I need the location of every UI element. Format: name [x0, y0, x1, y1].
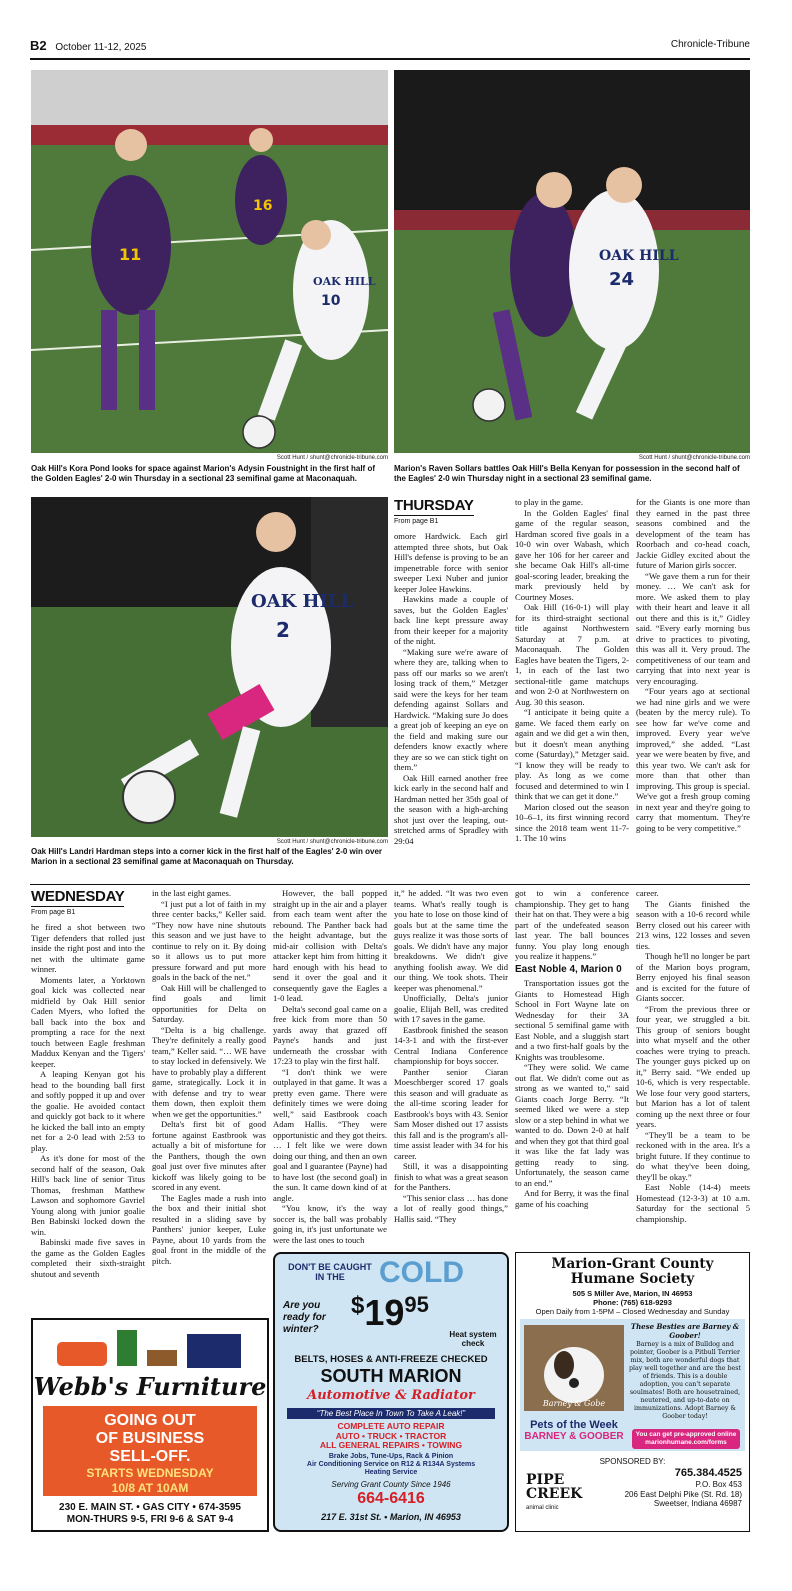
page-header: [30, 38, 750, 54]
south-marion-phone[interactable]: 664-6416: [357, 1490, 425, 1507]
paragraph: “Delta is a big challenge. They're definitely a really good team,” Keller said. “… WE have to stay locked in defensively. We have to probably play a different game, strategically. Lock it in with defense and try to wear them down, then exploit them when we get the opportunities.”: [152, 1024, 266, 1119]
services-detail: [275, 1453, 507, 1477]
pet-description: Barney is a mix of Bulldog and pointer, Goober is a Pitbull Terrier mix, both are wonderful dogs that play well together and are the best of friends. This is a double adoption, you can't separate soulmates! Both are housetrained, neutered, and up-to-date on immunizations. Adopt Barney & Goober today!: [628, 1341, 742, 1420]
jersey-team-a: OAK HILL: [313, 275, 376, 288]
paragraph: “From the previous three or four year, we struggled a bit. This group of seniors bought into what myself and the other coaches were trying to preach. The younger guys picked up on it,” Berry said. “We ended up 10-6, which is very respectable. We lose four very good starters, but Marion has a lot of talent coming up the next three or four years.: [636, 1003, 750, 1129]
paragraph: “We gave them a run for their money. … We can't ask for more. We asked them to play with their heart and leave it all out there and this is it,” Gidley said. “Every early morning bus drive to practices to pivoting, this was all it. Very proud. The competitiveness of our team and carrying that into next year is very encouraging.: [636, 570, 750, 686]
photo-landri-hardman: [31, 497, 388, 837]
thursday-jump-line: From page B1: [394, 518, 439, 525]
price-dollar: $: [351, 1292, 365, 1319]
humane-title: [516, 1257, 749, 1287]
clinic-phone[interactable]: 765.384.4525: [674, 1467, 742, 1479]
paragraph: Delta's second goal came on a free kick from more than 50 yards away that grazed off Payne's hands and just underneath the crossbar with 17:23 to play win the first half.: [273, 1003, 387, 1066]
price-cents: 95: [404, 1292, 429, 1317]
south-marion-subtitle: Automotive & Radiator: [307, 1388, 475, 1403]
thursday-col-2: [515, 497, 629, 881]
pipe-creek-word-3: animal clinic: [526, 1505, 559, 1511]
paragraph: “I don't think we were outplayed in that game. It was a pretty even game. There were definitely times we were doing well,” said Eastbrook coach Adam Hallis. “They were opportunistic and they got theirs. … I felt like we were down doing our thing, and then an own goal and I guarantee (Payne) had to have lost (the second goal) in the sun. It came down kind of at angle.: [273, 1066, 387, 1203]
paragraph: Babinski made five saves in the game as the Golden Eagles completed their sixth-straight shutout and seventh: [31, 1237, 145, 1279]
cta-url[interactable]: marionhumane.com/forms: [645, 1439, 727, 1446]
jersey-number-a: 11: [119, 245, 142, 264]
photo-caption-1: Oak Hill's Kora Pond looks for space against Marion's Adysin Foustnight in the first half of the Golden Eagles' 2-0 win Thursday in a sectional 23 semifinal game at Maconaquah.: [31, 464, 375, 483]
paragraph: in the last eight games.: [152, 888, 231, 898]
wednesday-col-2: [152, 888, 266, 1314]
south-marion-address: 217 E. 31st St. • Marion, IN 46953: [321, 1512, 461, 1522]
paragraph: Still, it was a disappointing finish to what was a great season for the Panthers.: [394, 1161, 508, 1192]
paragraph: A leaping Kenyan got his head to the bounding ball first and softly popped it up and over the goalie. He avoided contact and quickly got back to it where he kicked the ball into an empty net for a 2-0 lead with 2:53 to play.: [31, 1069, 145, 1153]
sale-line-3: SELL-OFF.: [109, 1448, 191, 1465]
humane-address: 505 S Miller Ave, Marion, IN 46953: [572, 1289, 693, 1298]
page-date: October 11-12, 2025: [55, 42, 147, 53]
paragraph: omore Hardwick. Each girl attempted three shots, but Oak Hill's defense is proving to be an impenetrable force with senior sweeper Lexi Nuber and junior keeper Jolee Hawkins.: [394, 531, 508, 594]
photo-signature: Barney & Gobe: [542, 1399, 606, 1408]
photo-raven-sollars-image: [394, 70, 750, 453]
sale-banner: [43, 1406, 257, 1496]
paragraph: Hawkins made a couple of saves, but the Golden Eagles' back line kept pressure away from their keeper for a majority of the night.: [394, 594, 508, 646]
clinic-contact: [600, 1467, 742, 1509]
jersey-number-b: 16: [253, 198, 273, 214]
wednesday-col-1: [31, 888, 145, 1314]
slogan-bar: “The Best Place In Town To Take A Leak!”: [287, 1408, 495, 1419]
south-marion-name: SOUTH MARION: [320, 1366, 462, 1386]
services-block: [275, 1422, 507, 1451]
wednesday-col-3: [273, 888, 387, 1248]
paragraph: The Eagles made a rush into the box and their initial shot resulted in a sliding save by Panthers' junior keeper, Luke Payne, about 10 yards from the goal front in the middle of the pitch.: [152, 1192, 266, 1266]
photo-kora-pond: [31, 70, 388, 453]
paragraph: “Making sure we're aware of where they are, talking when to pass off our marks so we aren't losing track of them,” Metzger said were the keys for her team defending against Sollars and Hardwick. “Making sure Jo does a great job of keeping an eye on the field and making sure our defenders know exactly where they are so we can stick tight on them.”: [394, 646, 508, 772]
thursday-col-3: [636, 497, 750, 881]
webbs-furniture-ad[interactable]: [31, 1318, 269, 1532]
sale-line-5: 10/8 AT 10AM: [111, 1481, 189, 1495]
jersey-number-c: 10: [321, 293, 341, 309]
paragraph: And for Berry, it was the final game of his coaching: [515, 1188, 629, 1209]
webbs-address: 230 E. MAIN ST. • GAS CITY • 674-3595: [59, 1502, 241, 1513]
paragraph: However, the ball popped straight up in the air and a player from each team went after the rebound. The Panther back had the height advantage, but the mid-air collision with Delta's attacker kept him from hitting it hard enough with his head to send it over the goal and it consequently gave the Eagles a 1-0 lead.: [273, 888, 387, 1003]
pipe-creek-logo: [526, 1473, 600, 1515]
photo-caption-3: Oak Hill's Landri Hardman steps into a corner kick in the first half of the Eagles' 2-0 win over Marion in a sectional 23 semifinal game at Maconaquah on Thursday.: [31, 847, 383, 866]
pipe-creek-word-1: PIPE: [526, 1472, 565, 1488]
paragraph: Panther senior Ciaran Moeschberger scored 17 goals this season and will graduate as the all-time scoring leader for Eastbrook's boys with 43. Senior Sam Moser dished out 17 assists this fall and is the program's all-time assist leader with 34 for his career.: [394, 1066, 508, 1161]
price-note: Heat system check: [449, 1330, 497, 1348]
cold-word: COLD: [379, 1256, 464, 1289]
pets-names: BARNEY & GOOBER: [524, 1431, 624, 1442]
furniture-illustration: [37, 1324, 263, 1372]
jersey-team-b: OAK HILL: [599, 248, 679, 264]
paragraph: it,” he added. “It was two even teams. What's really tough is you hate to lose on those kind of goals but at the same time the guys realize it was those sorts of goals. We didn't have any major breakdowns. We didn't give anything foolish away. We did our thing. We took shots. Their keeper was phenomenal.”: [394, 888, 508, 993]
photo-raven-sollars: [394, 70, 750, 453]
jersey-number-e: 2: [276, 618, 290, 642]
paragraph: The Giants finished the season with a 10-6 record while Berry closed out his career with 213 wins, 122 losses and seven ties.: [636, 898, 750, 951]
pets-title: Pets of the Week: [530, 1419, 618, 1431]
photo-credit-2: Scott Hunt / shunt@chronicle-tribune.com: [638, 455, 750, 461]
paragraph: for the Giants is one more than they earned in the past three seasons combined and the development of the team has Roorbach and co-head coach, Jackie Gidley excited about the future of Marion girls soccer.: [636, 497, 750, 570]
humane-title-1: Marion-Grant County: [551, 1256, 714, 1272]
paragraph: As it's done for most of the second half of the season, Oak Hill's back line of senior Titus Thomas, freshman Matthew Lawson and sophomore Gavriel Young along with junior goalie Ben Babinski locked down the win.: [31, 1153, 145, 1237]
paragraph: East Noble (14-4) meets Homestead (12-3-3) at 10 a.m. Saturday for the sectional 5 championship.: [636, 1182, 750, 1224]
paragraph: In the Golden Eagles' final game of the regular season, Hardman scored five goals in a 10-0 win over Wabash, which gave her 106 for her career and she became Oak Hill's all-time goal-scoring leader, breaking the mark previously held by Courtney Moses.: [515, 507, 629, 602]
east-noble-subhead: East Noble 4, Marion 0: [515, 963, 622, 975]
paragraph: Oak Hill (16-0-1) will play for its third-straight sectional title against Northwestern Saturday at 7 p.m. at Maconaquah. The Golden Eagles have beaten the Tigers, 2-1, in each of the last two sectional-title game matchups and won 2-0 at Northwestern on Aug. 30 this season.: [515, 602, 629, 707]
sponsored-label: SPONSORED BY:: [599, 1457, 666, 1466]
wednesday-col-5: [515, 888, 629, 1232]
paragraph: “Four years ago at sectional we had nine girls and we were (beaten by the mercy rule). To see how far we've come and improved. Every year we've improved,” she added. “Last year we were beaten by five, and this year two. We can't ask for more than that other than improving. This group is special. We've got a fresh group coming in next year and they're going to carry that momentum. They're going to be very competitive.”: [636, 686, 750, 833]
price-display: [351, 1292, 429, 1334]
wednesday-kicker: WEDNESDAY: [31, 888, 125, 905]
webbs-contact: [33, 1502, 267, 1526]
page-number: B2: [30, 38, 47, 53]
paragraph: “I just put a lot of faith in my three center backs,” Keller said. “They now have nine shutouts this season and we just have to continue to rely on it. By doing so it allows us to put more pressure forward and put more goals in the back of the net.”: [152, 898, 266, 982]
paragraph: Eastbrook finished the season 14-3-1 and with the first-ever Central Indiana Conference championship for boys soccer.: [394, 1024, 508, 1066]
paragraph: “They'll be a team to be reckoned with in the area. It's a bright future. If they continue to do what they've been doing, they'll be okay.”: [636, 1129, 750, 1182]
paragraph: Delta's first bit of good fortune against Eastbrook was actually a bit of misfortune for the Panthers, though the own goal just over five minutes after kickoff was likely going to be scored in any event.: [152, 1119, 266, 1192]
since-line: Serving Grant County Since 1946: [331, 1480, 451, 1489]
cold-tagline: DON'T BE CAUGHT IN THE: [288, 1262, 372, 1282]
clinic-box: P.O. Box 453: [695, 1480, 742, 1489]
wednesday-jump-line: From page B1: [31, 909, 76, 916]
header-rule: [30, 58, 750, 60]
photo-kora-pond-image: [31, 70, 388, 453]
paragraph: to play in the game.: [515, 497, 584, 507]
webbs-logo-text: Webb's Furniture: [33, 1372, 267, 1401]
besties-line: These Besties are Barney & Goober!: [630, 1322, 740, 1340]
pipe-creek-word-2: CREEK: [526, 1486, 583, 1502]
paragraph: career.: [636, 888, 659, 898]
paragraph: got to win a conference championship. They get to hang their hat on that. They were a big part of the undefeated season last year. The ball bounces funny. You play long enough you realize it happens.”: [515, 888, 629, 961]
clinic-address: 206 East Delphi Pike (St. Rd. 18): [624, 1489, 742, 1499]
photo-caption-2: Marion's Raven Sollars battles Oak Hill's Bella Kenyan for possession in the second half of the Eagles' 2-0 win Thursday night in a sectional 23 semifinal game.: [394, 464, 740, 483]
paragraph: Unofficially, Delta's junior goalie, Elijah Bell, was credited with 17 saves in the game.: [394, 993, 508, 1024]
pets-panel: [520, 1319, 745, 1451]
paragraph: “They were solid. We came out flat. We didn't come out as strong as we wanted to,” said Giants coach Jorge Berry. “It seemed liked we were a step slow or a step behind in what we wanted to do. Down 2-0 at half and when they got that third goal it was like the fat lady was getting ready to sing. Unfortunately, the season came to an end.”: [515, 1062, 629, 1188]
service-detail-line: Heating Service: [364, 1469, 418, 1476]
wednesday-col-4: [394, 888, 508, 1248]
south-marion-ad[interactable]: [273, 1252, 509, 1532]
paragraph: Oak Hill will be challenged to find goals and limit opportunities for Delta on Saturday.: [152, 982, 266, 1024]
jersey-number-d: 24: [609, 269, 635, 290]
service-line: ALL GENERAL REPAIRS • TOWING: [319, 1440, 463, 1450]
sale-line-1: GOING OUT: [104, 1412, 196, 1429]
wednesday-col-6: [636, 888, 750, 1232]
service-detail-line: Air Conditioning Service on R12 & R134A Systems: [306, 1461, 476, 1468]
clinic-city: Sweetser, Indiana 46987: [653, 1499, 742, 1508]
service-line: AUTO • TRUCK • TRACTOR: [335, 1430, 447, 1441]
humane-hours: Open Daily from 1-5PM – Closed Wednesday and Sunday: [535, 1307, 730, 1316]
sale-line-2: OF BUSINESS: [95, 1430, 205, 1447]
thursday-text-1: [394, 531, 508, 871]
humane-contact: [516, 1289, 749, 1316]
pets-of-week: [524, 1419, 624, 1443]
humane-phone: Phone: (765) 618-9293: [593, 1298, 672, 1307]
paragraph: Marion closed out the season 10–6–1, its first winning record since the 2018 team went 11-7-1. The 10 wins: [515, 801, 629, 843]
preapproval-cta[interactable]: [632, 1429, 740, 1449]
sale-line-4: STARTS WEDNESDAY: [86, 1466, 214, 1480]
wednesday-text-1: [31, 922, 145, 1304]
paragraph: “I anticipate it being quite a game. We faced them early on again and we did get a win then, but it doesn't mean anything come (Saturday),” Metzger said. “I know they will be ready to play. As long as we come focused and determined to win I think that we can get it done.”: [515, 707, 629, 801]
paragraph: “You know, it's the way soccer is, the ball was probably going in, it's just unfortunate we were the last ones to touch: [273, 1203, 387, 1245]
cta-line-1: You can get pre-approved online: [635, 1431, 737, 1438]
webbs-hours: MON-THURS 9-5, FRI 9-6 & SAT 9-4: [66, 1514, 234, 1525]
jersey-team-c: OAK HILL: [251, 591, 354, 612]
service-line: COMPLETE AUTO REPAIR: [337, 1421, 445, 1431]
thursday-kicker: THURSDAY: [394, 497, 474, 514]
paragraph: Oak Hill earned another free kick early in the second half and Hardman netted her 35th goal of the season with a high-arching shot just over the leaping, out-stretched arms of Spradley with 29:04: [394, 772, 508, 846]
publication-name: Chronicle-Tribune: [670, 39, 750, 50]
paragraph: he fired a shot between two Tiger defenders that rolled just inside the right post and into the net with the ultimate game winner.: [31, 922, 145, 974]
humane-society-ad[interactable]: [515, 1252, 750, 1532]
photo-credit-1: Scott Hunt / shunt@chronicle-tribune.com: [276, 455, 388, 461]
winter-question: Are you ready for winter?: [283, 1300, 326, 1335]
photo-landri-hardman-image: [31, 497, 388, 837]
section-divider: [30, 884, 750, 885]
service-detail-line: Brake Jobs, Tune-Ups, Rack & Pinion: [328, 1453, 454, 1460]
photo-credit-3: Scott Hunt / shunt@chronicle-tribune.com: [276, 839, 388, 845]
paragraph: Though he'll no longer be part of the Marion boys program, Berry enjoyed his final season and is excited for the future of Giants soccer.: [636, 951, 750, 1003]
paragraph: “This senior class … has done a lot of really good things,” Hallis said. “They: [394, 1192, 508, 1224]
paragraph: Moments later, a Yorktown goal kick was collected near midfield by Oak Hill senior Caden Myers, who lofted the ball back into the box and prompting a race for the next touch between Eagle freshman Maddux Kenyan and the Tigers' keeper.: [31, 974, 145, 1069]
humane-title-2: Humane Society: [570, 1271, 695, 1287]
thursday-col-1: [394, 497, 508, 881]
belts-line: BELTS, HOSES & ANTI-FREEZE CHECKED: [294, 1354, 488, 1365]
paragraph: Transportation issues got the Giants to Homestead High School in Fort Wayne late on Wednesday for their 3A sectional 5 semifinal game with East Noble, and a sluggish start and a two first-half goals by the Knights was troublesome.: [515, 978, 629, 1062]
price-whole: 19: [364, 1292, 405, 1333]
